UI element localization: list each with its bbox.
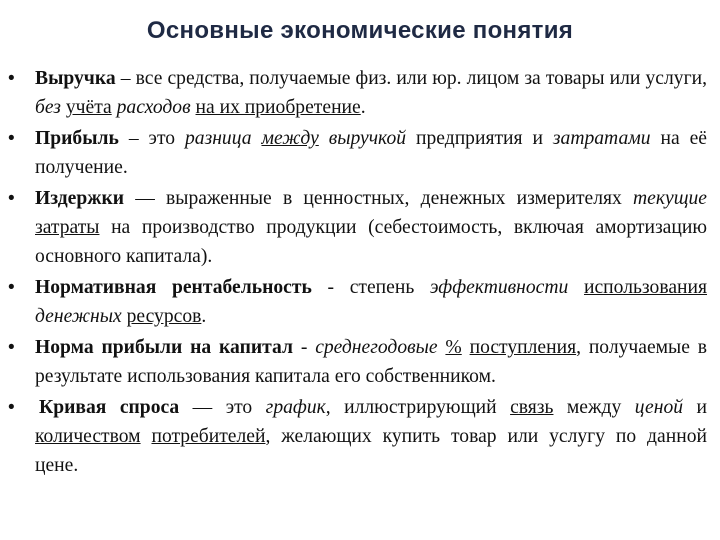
term: Кривая спроса — [39, 397, 180, 418]
text-fragment: затратами — [552, 128, 651, 149]
definition-item — [0, 333, 720, 391]
text-fragment: затраты — [35, 217, 100, 238]
bullet-icon: • — [8, 337, 15, 358]
bullet-icon: • — [8, 68, 15, 89]
definition-text — [35, 277, 707, 327]
text-fragment: на их приобретение — [195, 97, 361, 118]
definition-item — [0, 184, 720, 271]
definition-text — [35, 188, 707, 267]
text-fragment: график — [265, 397, 326, 418]
text-fragment: – все средства, получаемые физ. или юр. лицом за товары или услуги, — [115, 68, 707, 89]
definition-item — [0, 124, 720, 182]
definition-list — [0, 64, 720, 482]
term: Нормативная рентабельность — [35, 277, 312, 298]
text-fragment: без — [35, 97, 61, 118]
term: Выручка — [35, 68, 116, 89]
text-fragment — [462, 337, 470, 358]
term: Прибыль — [35, 128, 119, 149]
bullet-icon: • — [8, 277, 15, 298]
definition-text — [35, 68, 707, 118]
text-fragment: — выраженные в ценностных, денежных измерителях — [124, 188, 633, 209]
text-fragment: — это — [179, 397, 266, 418]
text-fragment: , иллюстрирующий — [325, 397, 511, 418]
bullet-icon: • — [8, 128, 15, 149]
text-fragment: % — [445, 337, 462, 358]
text-fragment: связь — [510, 397, 554, 418]
text-fragment: предприятия и — [406, 128, 553, 149]
text-fragment: между — [261, 128, 319, 149]
text-fragment: на её получение. — [35, 128, 707, 178]
definition-item — [0, 393, 720, 480]
page-title: Основные экономические понятия — [146, 17, 574, 44]
text-fragment: поступления — [469, 337, 577, 358]
term: Норма прибыли на капитал — [35, 337, 293, 358]
definition-text — [35, 397, 707, 476]
text-fragment: эффективности — [429, 277, 569, 298]
text-fragment: ценой — [634, 397, 684, 418]
text-fragment: учёта — [65, 97, 112, 118]
text-fragment: . — [360, 97, 366, 118]
text-fragment: - степень — [311, 277, 430, 298]
text-fragment: . — [201, 306, 207, 327]
term: Издержки — [35, 188, 125, 209]
text-fragment: и — [683, 397, 707, 418]
text-fragment: на производство продукции (себестоимость, включая амортизацию основного капитала). — [35, 217, 707, 267]
bullet-icon: • — [8, 188, 15, 209]
text-fragment: , желающих купить товар или услугу по данной цене. — [35, 426, 707, 476]
definition-item — [0, 64, 720, 122]
text-fragment — [252, 128, 262, 149]
text-fragment: среднегодовые — [315, 337, 438, 358]
text-fragment — [568, 277, 584, 298]
text-fragment: выручкой — [328, 128, 407, 149]
text-fragment: количеством — [35, 426, 141, 447]
text-fragment: использования — [583, 277, 708, 298]
text-fragment: потребителей — [151, 426, 266, 447]
text-fragment — [141, 426, 152, 447]
definition-text — [35, 128, 707, 178]
text-fragment: расходов — [116, 97, 191, 118]
text-fragment: текущие — [633, 188, 707, 209]
definition-text — [35, 337, 707, 387]
text-fragment: денежных — [35, 306, 122, 327]
text-fragment: , получаемые в результате использования капитала его собственником. — [35, 337, 707, 387]
text-fragment: разница — [184, 128, 252, 149]
text-fragment: - — [293, 337, 316, 358]
text-fragment: ресурсов — [126, 306, 202, 327]
text-fragment: между — [553, 397, 635, 418]
text-fragment: – это — [118, 128, 185, 149]
definition-item — [0, 273, 720, 331]
text-fragment — [319, 128, 329, 149]
bullet-icon: • — [8, 397, 15, 418]
